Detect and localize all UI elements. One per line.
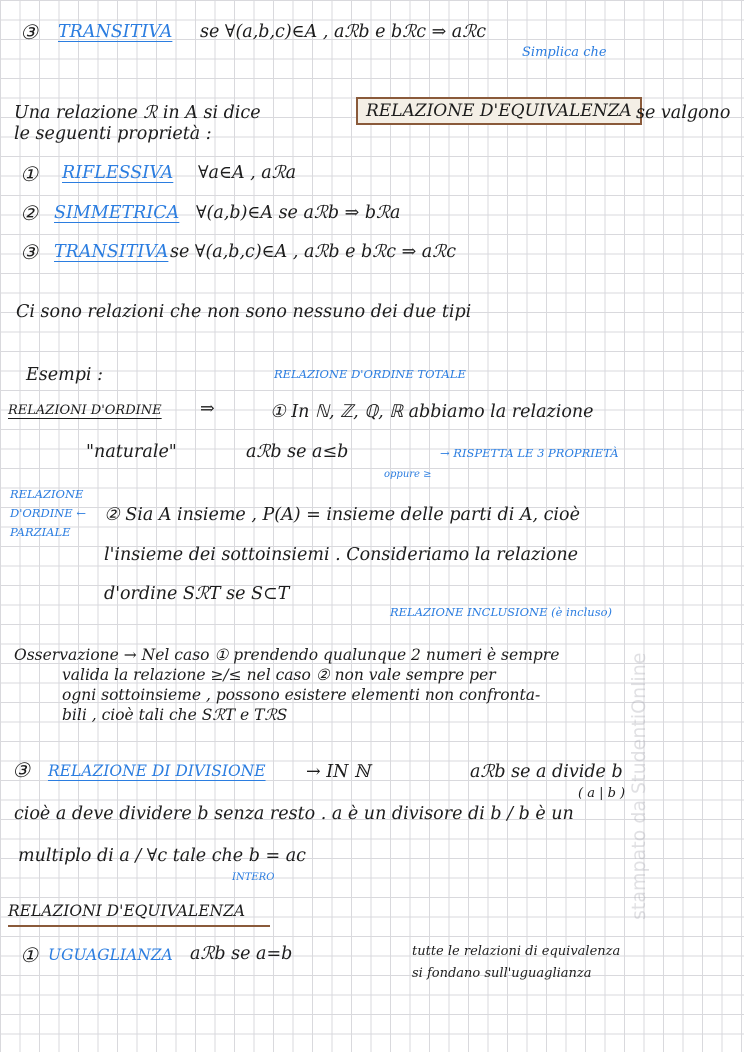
div-formula: aℛb se a divide b bbox=[470, 762, 623, 782]
prop2-formula: ∀(a,b)∈A se aℛb ⇒ bℛa bbox=[196, 203, 401, 223]
prop2-label: SIMMETRICA bbox=[54, 203, 180, 223]
top-num: ③ bbox=[20, 20, 38, 44]
intero-note: INTERO bbox=[232, 872, 275, 883]
intro-line2: le seguenti proprietà : bbox=[14, 124, 212, 144]
equiv-note1: tutte le relazioni di equivalenza bbox=[412, 944, 621, 959]
equiv-num: ① bbox=[20, 943, 38, 967]
div-num: ③ bbox=[12, 758, 30, 782]
div-paren: ( a | b ) bbox=[578, 786, 626, 801]
uguaglianza-formula: aℛb se a=b bbox=[190, 944, 293, 964]
intro-line1a: Una relazione ℛ in A si dice bbox=[14, 103, 261, 123]
equiv-title-rule bbox=[8, 925, 270, 927]
left-blue-2: D'ORDINE ← bbox=[10, 506, 86, 520]
div-line2: cioè a deve dividere b senza resto . a è un divisore di b / b è un bbox=[14, 804, 574, 824]
intro-line1b: se valgono bbox=[636, 103, 731, 123]
equiv-note2: si fondano sull'uguaglianza bbox=[412, 966, 592, 981]
prop3-formula: se ∀(a,b,c)∈A , aℛb e bℛc ⇒ aℛc bbox=[170, 242, 456, 262]
div-arrow: → IN ℕ bbox=[306, 762, 371, 782]
prop3-num: ③ bbox=[20, 240, 38, 264]
prop1-label: RIFLESSIVA bbox=[62, 163, 174, 183]
ex2-line3: d'ordine SℛT se S⊂T bbox=[104, 584, 290, 604]
top-formula: se ∀(a,b,c)∈A , aℛb e bℛc ⇒ aℛc bbox=[200, 22, 486, 42]
left-blue-1: RELAZIONE bbox=[10, 487, 84, 501]
ex1-line: ① In ℕ, ℤ, ℚ, ℝ abbiamo la relazione bbox=[270, 402, 594, 422]
ex2-line1: ② Sia A insieme , P(A) = insieme delle parti di A, cioè bbox=[104, 505, 580, 525]
prop1-num: ① bbox=[20, 162, 38, 186]
oss-line4: bili , cioè tali che SℛT e TℛS bbox=[62, 706, 288, 724]
oss-line2: valida la relazione ≥/≤ nel caso ② non vale sempre per bbox=[62, 666, 496, 684]
relazioni-ordine-label: RELAZIONI D'ORDINE bbox=[8, 403, 162, 418]
equivalence-box: RELAZIONE D'EQUIVALENZA bbox=[356, 97, 642, 125]
watermark: stampato da StudentiOnline bbox=[628, 652, 650, 920]
prop1-formula: ∀a∈A , aℛa bbox=[198, 163, 297, 183]
ex1-formula: aℛb se a≤b bbox=[246, 442, 349, 462]
left-blue-3: PARZIALE bbox=[10, 525, 71, 539]
types-note: Ci sono relazioni che non sono nessuno dei due tipi bbox=[16, 302, 472, 322]
ordine-arrow: ⇒ bbox=[200, 399, 215, 419]
ex2-line2: l'insieme dei sottoinsiemi . Consideriamo la relazione bbox=[104, 545, 578, 565]
oppure-note: oppure ≥ bbox=[384, 469, 432, 480]
div-label: RELAZIONE DI DIVISIONE bbox=[48, 762, 266, 780]
esempi-title: Esempi : bbox=[26, 365, 103, 385]
top-note: Simplica che bbox=[522, 45, 607, 60]
top-transitiva-label: TRANSITIVA bbox=[58, 22, 173, 42]
ex1-blue-note: → RISPETTA LE 3 PROPRIETÀ bbox=[440, 446, 619, 460]
naturale-label: "naturale" bbox=[86, 442, 177, 462]
blue-ordine-totale: RELAZIONE D'ORDINE TOTALE bbox=[274, 367, 466, 381]
ex2-blue-note: RELAZIONE INCLUSIONE (è incluso) bbox=[390, 605, 613, 619]
prop3-label: TRANSITIVA bbox=[54, 242, 169, 262]
prop2-num: ② bbox=[20, 201, 38, 225]
uguaglianza-label: UGUAGLIANZA bbox=[48, 946, 173, 964]
div-line3: multiplo di a / ∀c tale che b = ac bbox=[18, 846, 306, 866]
equiv-title: RELAZIONI D'EQUIVALENZA bbox=[8, 902, 246, 920]
oss-line3: ogni sottoinsieme , possono esistere elementi non confronta- bbox=[62, 686, 541, 704]
oss-line1: Osservazione → Nel caso ① prendendo qualunque 2 numeri è sempre bbox=[14, 646, 560, 664]
